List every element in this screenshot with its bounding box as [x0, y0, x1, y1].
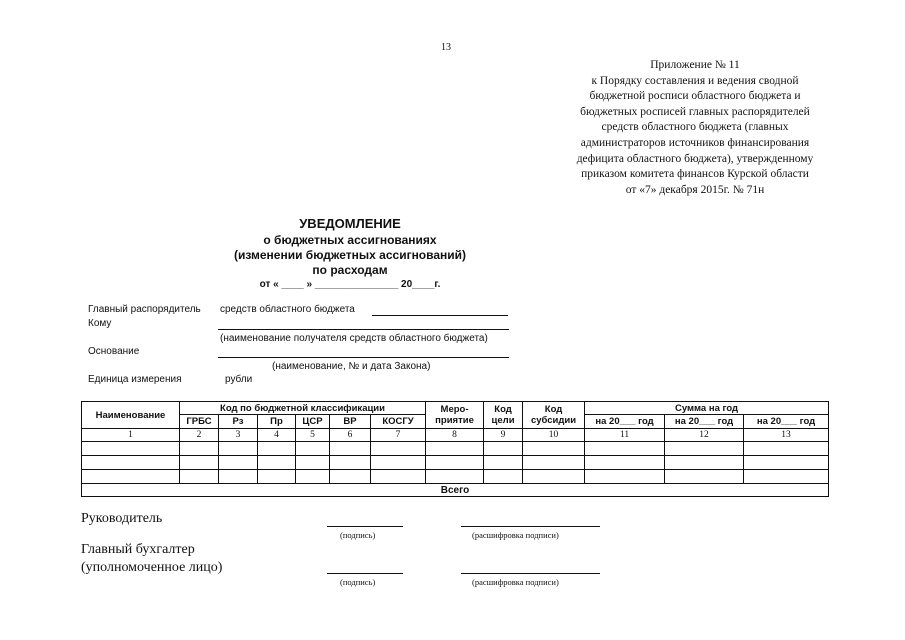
header-subsidy-code: Код субсидии: [523, 402, 585, 429]
distributor-underline: [372, 315, 508, 316]
head-sign-line: [327, 526, 403, 527]
page-number: 13: [441, 42, 451, 53]
document-subtitle-3: по расходам: [312, 263, 388, 277]
table-row: [82, 442, 829, 456]
appendix-line: администраторов источников финансирования: [580, 136, 810, 149]
distributor-label: Главный распорядитель: [88, 304, 201, 315]
column-number: 13: [744, 429, 829, 442]
basis-underline: [218, 357, 509, 358]
header-csr: ЦСР: [296, 415, 330, 429]
accountant-sign-caption: (подпись): [340, 577, 376, 587]
accountant-label: Главный бухгалтер: [81, 542, 195, 557]
document-subtitle-1: о бюджетных ассигнованиях: [263, 233, 437, 247]
head-decode-line: [461, 526, 600, 527]
total-row: Всего: [82, 484, 829, 497]
document-title: УВЕДОМЛЕНИЕ: [299, 216, 401, 231]
basis-caption: (наименование, № и дата Закона): [272, 361, 431, 372]
column-number: 2: [180, 429, 219, 442]
header-vr: ВР: [330, 415, 371, 429]
document-subtitle-2: (изменении бюджетных ассигнований): [233, 248, 467, 262]
accountant-sublabel: (уполномоченное лицо): [81, 560, 223, 575]
column-number: 4: [258, 429, 296, 442]
header-grbs: ГРБС: [180, 415, 219, 429]
column-number: 1: [82, 429, 180, 442]
column-number: 6: [330, 429, 371, 442]
accountant-decode-caption: (расшифровка подписи): [472, 577, 559, 587]
to-label: Кому: [88, 318, 112, 329]
appendix-line: бюджетных росписей главных распорядителей: [580, 105, 810, 118]
head-label: Руководитель: [81, 511, 163, 526]
basis-label: Основание: [88, 346, 140, 357]
column-number: 12: [665, 429, 744, 442]
appendix-line: от «7» декабря 2015г. № 71н: [625, 183, 765, 196]
table-row: [82, 456, 829, 470]
column-number: 10: [523, 429, 585, 442]
appendix-line: Приложение № 11: [650, 59, 740, 71]
header-year-1: на 20___ год: [585, 415, 665, 429]
column-number: 5: [296, 429, 330, 442]
header-year-2: на 20___ год: [665, 415, 744, 429]
appendix-line: дефицита областного бюджета), утвержденному: [576, 152, 814, 165]
header-year-3: на 20___ год: [744, 415, 829, 429]
table-row: [82, 470, 829, 484]
header-event: Меро- приятие: [426, 402, 484, 429]
allocation-table: [81, 401, 829, 497]
appendix-block: [545, 58, 845, 198]
column-number: 11: [585, 429, 665, 442]
head-decode-caption: (расшифровка подписи): [472, 530, 559, 540]
appendix-line: бюджетной росписи областного бюджета и: [589, 90, 801, 103]
accountant-sign-line: [327, 573, 403, 574]
header-name: Наименование: [82, 402, 180, 429]
column-number: 7: [371, 429, 426, 442]
appendix-line: к Порядку составления и ведения сводной: [591, 74, 799, 87]
to-caption: (наименование получателя средств областного бюджета): [220, 333, 488, 344]
header-sum-group: Сумма на год: [585, 402, 829, 415]
unit-label: Единица измерения: [88, 374, 182, 385]
distributor-value: средств областного бюджета: [220, 304, 355, 315]
document-date: от « ____ » _______________ 20____г.: [259, 279, 441, 290]
accountant-decode-line: [461, 573, 600, 574]
head-sign-caption: (подпись): [340, 530, 376, 540]
to-underline: [218, 329, 509, 330]
header-rz: Рз: [219, 415, 258, 429]
header-pr: Пр: [258, 415, 296, 429]
column-number: 8: [426, 429, 484, 442]
header-kosgu: КОСГУ: [371, 415, 426, 429]
unit-value: рубли: [225, 374, 253, 385]
column-number: 9: [484, 429, 523, 442]
header-code-group: Код по бюджетной классификации: [180, 402, 426, 415]
header-target-code: Код цели: [484, 402, 523, 429]
column-number: 3: [219, 429, 258, 442]
appendix-line: приказом комитета финансов Курской области: [581, 168, 809, 181]
appendix-line: средств областного бюджета (главных: [601, 121, 789, 134]
